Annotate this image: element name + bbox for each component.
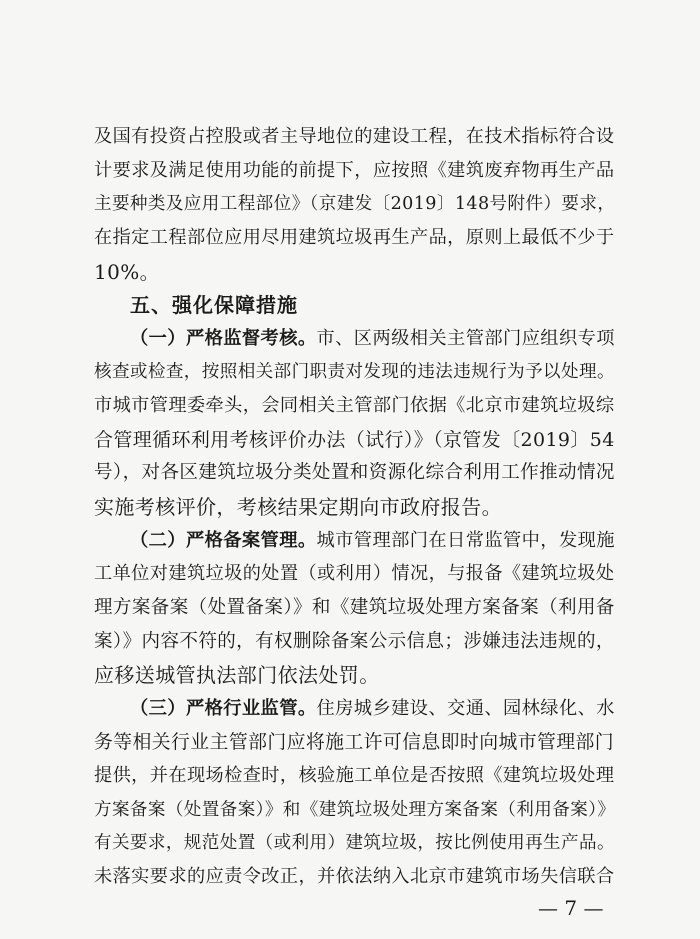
paragraph-lead: （一）严格监督考核。: [130, 328, 317, 349]
body-text-line: 计要求及满足使用功能的前提下，应按照《建筑废弃物再生产品: [94, 160, 615, 181]
body-text-line: 核查或检查，按照相关部门职责对发现的违法违规行为予以处理。: [94, 362, 615, 382]
body-text-line: 主要种类及应用工程部位》（京建发〔2019〕148号附件）要求，: [94, 194, 616, 214]
body-text-line: 有关要求，规范处置（或利用）建筑垃圾，按比例使用再生产品。: [94, 833, 615, 853]
body-text-line: 方案备案（处置备案）》和《建筑垃圾处理方案备案（利用备案）》: [94, 800, 616, 820]
paragraph-first-line: [130, 324, 614, 354]
body-text-line: 市城市管理委牵头，会同相关主管部门依据《北京市建筑垃圾综: [94, 395, 615, 416]
body-text: 市、区两级相关主管部门应组织专项: [316, 328, 615, 349]
body-text-line: 理方案备案（处置备案）》和《建筑垃圾处理方案备案（利用备: [94, 597, 615, 618]
body-text-line: 应移送城管执法部门依法处罚。: [94, 663, 380, 687]
body-text-line: 实施考核评价，考核结果定期向市政府报告。: [94, 495, 502, 519]
body-text-line: 案）》内容不符的，有权删除备案公示信息；涉嫌违法违规的，: [94, 631, 615, 652]
body-text-line: 及国有投资占控股或者主导地位的建设工程，在技术指标符合设: [94, 126, 615, 147]
body-text: 住房城乡建设、交通、园林绿化、水: [316, 698, 615, 719]
paragraph-first-line: [130, 694, 614, 724]
body-text-line: 提供，并在现场检查时，核验施工单位是否按照《建筑垃圾处理: [94, 765, 615, 786]
paragraph-lead: （三）严格行业监管。: [130, 698, 317, 719]
body-text: 城市管理部门在日常监管中，发现施: [316, 530, 615, 551]
body-text-line: 在指定工程部位应用尽用建筑垃圾再生产品，原则上最低不少于: [94, 227, 615, 248]
body-text-line: 未落实要求的应责令改正，并依法纳入北京市建筑市场失信联合: [94, 866, 615, 887]
body-text-line: 务等相关行业主管部门应将施工许可信息即时向城市管理部门: [94, 731, 615, 753]
body-text-line: 10%。: [94, 260, 161, 284]
body-text-line: 合管理循环利用考核评价办法（试行）》（京管发〔2019〕54: [94, 429, 615, 451]
paragraph-first-line: [130, 526, 614, 556]
page-number: — 7 —: [538, 896, 604, 920]
body-text-line: 工单位对建筑垃圾的处置（或利用）情况，与报备《建筑垃圾处: [94, 563, 615, 584]
body-text-line: 号），对各区建筑垃圾分类处置和资源化综合利用工作推动情况: [94, 462, 615, 483]
paragraph-lead: （二）严格备案管理。: [130, 530, 317, 551]
section-heading: 五、强化保障措施: [130, 293, 298, 317]
